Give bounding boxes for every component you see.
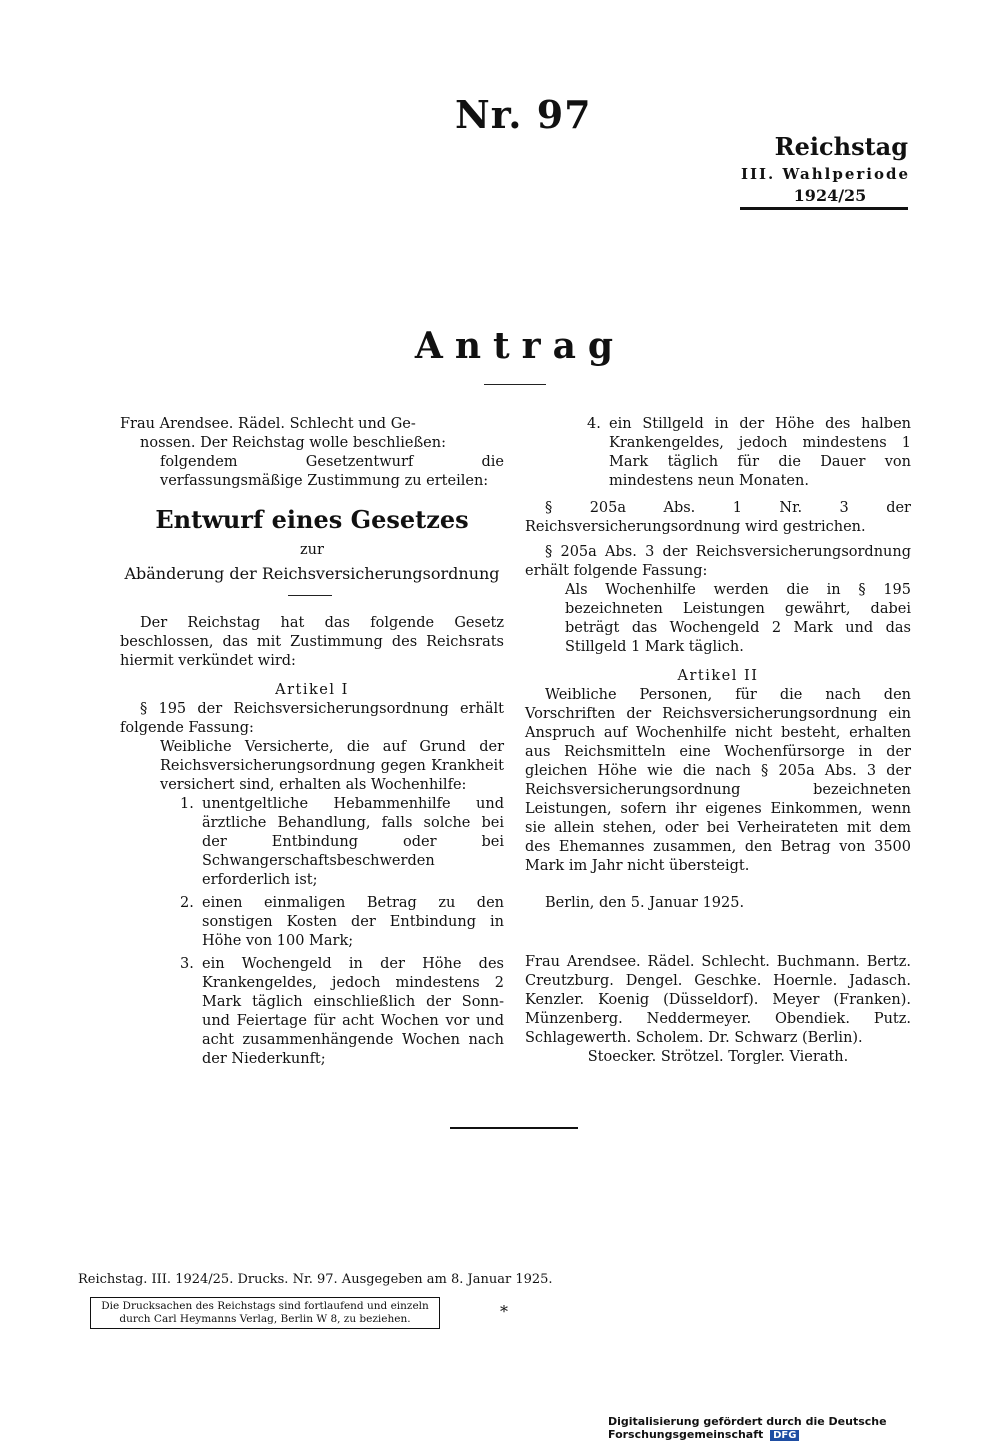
article-2-heading: Artikel II: [677, 668, 759, 684]
left-column: [120, 415, 504, 1069]
reichstag-title: Reichstag: [774, 132, 908, 161]
right-column: [525, 415, 911, 1067]
issue-line: Reichstag. III. 1924/25. Drucks. Nr. 97. Ausgegeben am 8. Januar 1925.: [78, 1272, 553, 1287]
article-2-text: Weibliche Personen, für die nach den Vorschriften der Reichsversicherungsordnung ein Anspruch auf Wochenhilfe nicht besteht, erhalten aus Reichsmitteln eine Wochenfürsorge in der gleichen Höhe wie die nach § 205a Abs. 3 der Reichsversicherungsordnung bezeichneten Leistungen, sofern ihr eigenes Einkommen, wenn sie allein stehen, oder bei Verheirateten mit dem des Ehemannes zusammen, den Betrag von 3500 Mark im Jahr nicht übersteigt.: [525, 687, 911, 874]
document-number: Nr. 97: [455, 92, 592, 137]
list-item-number: 1.: [180, 796, 194, 812]
list-item-text: ein Wochengeld in der Höhe des Krankengeldes, jedoch mindestens 2 Mark täglich einschließlich der Sonn- und Feiertage für acht Wochen vor und acht zusammenhängende Wochen nach der Niederkunft;: [202, 956, 504, 1067]
draft-title: Entwurf eines Gesetzes: [155, 505, 469, 534]
list-item-text: ein Stillgeld in der Höhe des halben Krankengeldes, jedoch mindestens 1 Mark täglich für die Dauer von mindestens neun Monaten.: [609, 416, 911, 489]
printer-mark: *: [500, 1302, 508, 1321]
closing-rule: [450, 1127, 578, 1129]
draft-zur: zur: [300, 542, 324, 558]
signatories: Frau Arendsee. Rädel. Schlecht. Buchmann. Bertz. Creutzburg. Dengel. Geschke. Hoernle. Jadasch. Kenzler. Koenig (Düsseldorf). Meyer (Franken). Münzenberg. Neddermeyer. Obendiek. Putz. Schlagewerth. Scholem. Dr. Schwarz (Berlin).: [525, 954, 911, 1046]
paragraph-205a-3-quote: Als Wochenhilfe werden die in § 195 bezeichneten Leistungen gewährt, dabei beträgt das Wochengeld 2 Mark und das Stillgeld 1 Mark täglich.: [565, 582, 911, 655]
session-year: 1924/25: [793, 186, 867, 205]
date-line: Berlin, den 5. Januar 1925.: [545, 895, 745, 911]
dfg-logo: DFG: [770, 1430, 799, 1441]
paragraph-205a-1: § 205a Abs. 1 Nr. 3 der Reichsversicherungsordnung wird gestrichen.: [525, 500, 911, 535]
list-item-number: 2.: [180, 895, 194, 911]
draft-subject: Abänderung der Reichsversicherungsordnung: [124, 564, 500, 583]
article-1-quote: Weibliche Versicherte, die auf Grund der Reichsversicherungsordnung gegen Krankheit versichert sind, erhalten als Wochenhilfe:: [160, 739, 504, 793]
title-rule: [484, 384, 546, 385]
list-item: [180, 955, 504, 1069]
list-item: [525, 415, 911, 491]
list-item-text: unentgeltliche Hebammenhilfe und ärztliche Behandlung, falls solche bei der Entbindung oder bei Schwangerschaftsbeschwerden erforderlich ist;: [202, 796, 504, 888]
list-item-text: einen einmaligen Betrag zu den sonstigen Kosten der Entbindung in Höhe von 100 Mark;: [202, 895, 504, 949]
digitization-credit: [608, 1415, 1000, 1441]
intro-line-2: nossen. Der Reichstag wolle beschließen:: [140, 435, 446, 451]
enactment-clause: Der Reichstag hat das folgende Gesetz beschlossen, das mit Zustimmung des Reichsrats hiermit verkündet wird:: [120, 615, 504, 669]
header-rule: [740, 207, 908, 210]
list-item-number: 4.: [587, 416, 601, 432]
paragraph-205a-3: § 205a Abs. 3 der Reichsversicherungsordnung erhält folgende Fassung:: [525, 544, 911, 579]
page-title: Antrag: [414, 325, 626, 367]
intro-line-1: Frau Arendsee. Rädel. Schlecht und Ge-: [120, 416, 416, 432]
list-item-number: 3.: [180, 956, 194, 972]
distribution-notice: [90, 1297, 440, 1329]
intro-motion: folgendem Gesetzentwurf die verfassungsmäßige Zustimmung zu erteilen:: [160, 454, 504, 489]
article-1-heading: Artikel I: [275, 682, 349, 698]
signatories-last: Stoecker. Strötzel. Torgler. Vierath.: [587, 1049, 849, 1065]
digitization-credit-text: Digitalisierung gefördert durch die Deutsche Forschungsgemeinschaft: [608, 1415, 887, 1441]
distribution-notice-line-2: durch Carl Heymanns Verlag, Berlin W 8, zu beziehen.: [119, 1313, 411, 1325]
election-period: III. Wahlperiode: [740, 165, 910, 183]
list-item: [180, 894, 504, 951]
list-item: [180, 795, 504, 890]
article-1-text: § 195 der Reichsversicherungsordnung erhält folgende Fassung:: [120, 701, 504, 736]
distribution-notice-line-1: Die Drucksachen des Reichstags sind fortlaufend und einzeln: [101, 1300, 429, 1312]
